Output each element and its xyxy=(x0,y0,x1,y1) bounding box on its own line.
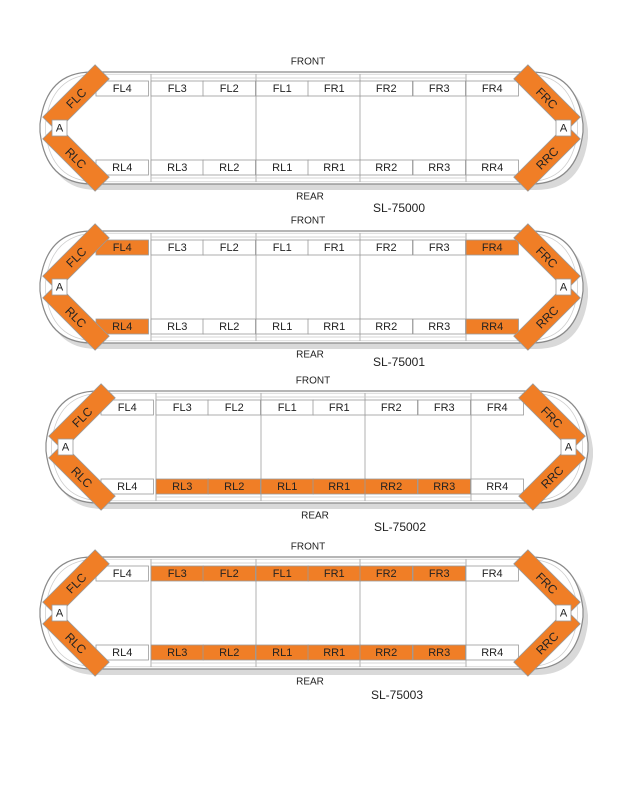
end-label-right: A xyxy=(559,122,568,135)
front-cell-label: FL3 xyxy=(167,242,187,254)
lightbar-sl-75001 xyxy=(40,216,588,370)
end-label-left: A xyxy=(55,607,64,620)
rear-cell-label: RR2 xyxy=(375,321,398,333)
corner-label: RRC xyxy=(538,463,567,492)
front-cell-label: FL4 xyxy=(112,568,132,580)
corner-label: FRC xyxy=(532,569,561,598)
front-cell-label: FR3 xyxy=(428,242,450,254)
rear-cell-label: RR1 xyxy=(323,321,346,333)
corner-label: FRC xyxy=(532,84,561,113)
front-label: FRONT xyxy=(290,56,326,68)
front-cell-label: FR4 xyxy=(481,83,503,95)
rear-cell-label: RL1 xyxy=(272,321,293,333)
front-cell-label: FL3 xyxy=(172,402,192,414)
rear-cell-label: RL4 xyxy=(117,481,138,493)
corner-label: RLC xyxy=(62,144,90,172)
rear-cell-label: RR2 xyxy=(380,481,403,493)
front-cell-label: FR2 xyxy=(380,402,402,414)
front-cell-label: FL4 xyxy=(112,242,132,254)
rear-cell-label: RL1 xyxy=(272,647,293,659)
front-cell-label: FR2 xyxy=(375,568,397,580)
rear-cell-label: RL3 xyxy=(167,321,188,333)
end-label-left: A xyxy=(61,441,70,454)
rear-cell-label: RR3 xyxy=(428,647,451,659)
corner-label: FRC xyxy=(532,243,561,272)
front-cell-label: FR4 xyxy=(486,402,508,414)
rear-cell-label: RL1 xyxy=(272,162,293,174)
end-label-right: A xyxy=(559,607,568,620)
rear-label: REAR xyxy=(296,191,324,203)
lightbar-sl-75000 xyxy=(40,57,588,216)
front-cell-label: FR3 xyxy=(433,402,455,414)
rear-cell-label: RL3 xyxy=(172,481,193,493)
corner-label: FLC xyxy=(63,570,90,597)
front-cell-label: FL4 xyxy=(112,83,132,95)
end-label-right: A xyxy=(564,441,573,454)
front-cell-label: FL3 xyxy=(167,568,187,580)
model-number: SL-75003 xyxy=(370,688,424,702)
front-cell-label: FL4 xyxy=(117,402,137,414)
front-label: FRONT xyxy=(290,541,326,553)
front-cell-label: FL2 xyxy=(219,83,239,95)
rear-cell-label: RL3 xyxy=(167,647,188,659)
rear-cell-label: RL2 xyxy=(219,647,240,659)
corner-label: RRC xyxy=(533,144,562,173)
front-cell-label: FL1 xyxy=(272,568,292,580)
corner-label: RRC xyxy=(533,303,562,332)
corner-label: FLC xyxy=(69,404,96,431)
model-number: SL-75001 xyxy=(372,355,426,369)
rear-cell-label: RR4 xyxy=(481,162,504,174)
rear-cell-label: RR4 xyxy=(481,321,504,333)
front-cell-label: FR4 xyxy=(481,568,503,580)
corner-label: FRC xyxy=(537,403,566,432)
rear-cell-label: RR1 xyxy=(328,481,351,493)
rear-cell-label: RL3 xyxy=(167,162,188,174)
rear-cell-label: RL4 xyxy=(112,647,133,659)
end-label-left: A xyxy=(55,281,64,294)
rear-cell-label: RR3 xyxy=(428,162,451,174)
front-cell-label: FR2 xyxy=(375,242,397,254)
corner-label: RRC xyxy=(533,629,562,658)
rear-cell-label: RR1 xyxy=(323,647,346,659)
front-cell-label: FL2 xyxy=(219,242,239,254)
end-label-left: A xyxy=(55,122,64,135)
front-cell-label: FL1 xyxy=(277,402,297,414)
rear-cell-label: RL4 xyxy=(112,162,133,174)
rear-cell-label: RR4 xyxy=(486,481,509,493)
front-cell-label: FL2 xyxy=(219,568,239,580)
model-number: SL-75000 xyxy=(372,201,426,215)
model-number: SL-75002 xyxy=(373,520,427,534)
front-cell-label: FL1 xyxy=(272,83,292,95)
front-cell-label: FL2 xyxy=(224,402,244,414)
front-cell-label: FR4 xyxy=(481,242,503,254)
front-label: FRONT xyxy=(290,215,326,227)
front-cell-label: FR1 xyxy=(323,242,345,254)
front-label: FRONT xyxy=(295,375,331,387)
front-cell-label: FR2 xyxy=(375,83,397,95)
rear-cell-label: RR4 xyxy=(481,647,504,659)
front-cell-label: FR1 xyxy=(328,402,350,414)
front-cell-label: FR3 xyxy=(428,83,450,95)
rear-cell-label: RL1 xyxy=(277,481,298,493)
front-cell-label: FL3 xyxy=(167,83,187,95)
front-cell-label: FR1 xyxy=(323,83,345,95)
rear-cell-label: RR3 xyxy=(428,321,451,333)
lightbar-sl-75002 xyxy=(46,376,593,535)
rear-cell-label: RR2 xyxy=(375,647,398,659)
rear-cell-label: RR3 xyxy=(433,481,456,493)
rear-label: REAR xyxy=(296,676,324,688)
corner-label: RLC xyxy=(62,629,90,657)
rear-cell-label: RR2 xyxy=(375,162,398,174)
rear-label: REAR xyxy=(296,349,324,361)
front-cell-label: FR1 xyxy=(323,568,345,580)
front-cell-label: FR3 xyxy=(428,568,450,580)
rear-cell-label: RL2 xyxy=(219,321,240,333)
corner-label: FLC xyxy=(63,244,90,271)
end-label-right: A xyxy=(559,281,568,294)
rear-cell-label: RL2 xyxy=(219,162,240,174)
lightbar-sl-75003 xyxy=(40,542,588,703)
rear-cell-label: RL4 xyxy=(112,321,133,333)
corner-label: RLC xyxy=(62,303,90,331)
corner-label: RLC xyxy=(68,463,96,491)
front-cell-label: FL1 xyxy=(272,242,292,254)
rear-label: REAR xyxy=(301,510,329,522)
rear-cell-label: RR1 xyxy=(323,162,346,174)
corner-label: FLC xyxy=(63,85,90,112)
rear-cell-label: RL2 xyxy=(224,481,245,493)
